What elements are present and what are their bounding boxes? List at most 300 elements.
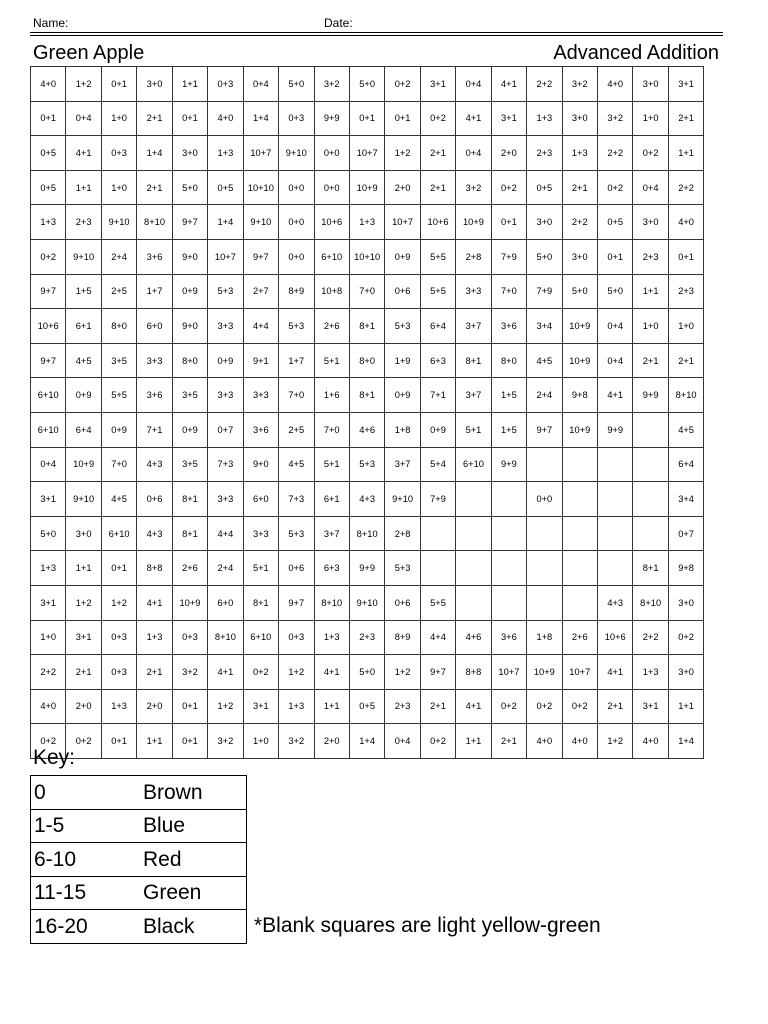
grid-cell[interactable]: 7+1 bbox=[137, 412, 172, 447]
grid-cell[interactable]: 0+0 bbox=[314, 136, 349, 171]
grid-cell[interactable]: 3+7 bbox=[456, 309, 491, 344]
grid-cell[interactable]: 4+1 bbox=[314, 655, 349, 690]
grid-cell[interactable]: 1+7 bbox=[137, 274, 172, 309]
grid-cell[interactable]: 10+6 bbox=[420, 205, 455, 240]
grid-cell[interactable]: 0+6 bbox=[137, 482, 172, 517]
grid-cell[interactable]: 0+1 bbox=[172, 689, 207, 724]
grid-cell[interactable]: 4+1 bbox=[137, 585, 172, 620]
grid-cell[interactable]: 2+1 bbox=[420, 136, 455, 171]
grid-cell[interactable]: 0+2 bbox=[633, 136, 668, 171]
grid-cell[interactable]: 1+5 bbox=[66, 274, 101, 309]
grid-cell[interactable]: 2+4 bbox=[527, 378, 562, 413]
grid-cell[interactable]: 4+3 bbox=[137, 447, 172, 482]
grid-cell[interactable]: 5+3 bbox=[385, 309, 420, 344]
grid-cell[interactable]: 1+5 bbox=[491, 412, 526, 447]
grid-cell[interactable]: 0+9 bbox=[420, 412, 455, 447]
grid-cell[interactable]: 1+1 bbox=[456, 724, 491, 759]
grid-cell[interactable]: 9+10 bbox=[279, 136, 314, 171]
grid-cell[interactable] bbox=[527, 447, 562, 482]
grid-cell[interactable]: 5+0 bbox=[598, 274, 633, 309]
grid-cell[interactable]: 8+9 bbox=[279, 274, 314, 309]
grid-cell[interactable]: 2+2 bbox=[527, 67, 562, 102]
grid-cell[interactable]: 9+7 bbox=[31, 343, 66, 378]
grid-cell[interactable]: 9+7 bbox=[172, 205, 207, 240]
grid-cell[interactable]: 5+5 bbox=[101, 378, 136, 413]
grid-cell[interactable]: 4+1 bbox=[66, 136, 101, 171]
grid-cell[interactable]: 1+3 bbox=[137, 620, 172, 655]
grid-cell[interactable]: 2+5 bbox=[101, 274, 136, 309]
grid-cell[interactable]: 7+3 bbox=[279, 482, 314, 517]
grid-cell[interactable] bbox=[598, 551, 633, 586]
grid-cell[interactable]: 1+0 bbox=[633, 101, 668, 136]
grid-cell[interactable]: 2+0 bbox=[385, 170, 420, 205]
grid-cell[interactable]: 0+4 bbox=[385, 724, 420, 759]
grid-cell[interactable]: 3+2 bbox=[208, 724, 243, 759]
grid-cell[interactable]: 8+0 bbox=[172, 343, 207, 378]
grid-cell[interactable]: 1+0 bbox=[633, 309, 668, 344]
grid-cell[interactable]: 10+9 bbox=[562, 343, 597, 378]
grid-cell[interactable]: 1+2 bbox=[385, 655, 420, 690]
grid-cell[interactable]: 7+0 bbox=[279, 378, 314, 413]
grid-cell[interactable]: 4+0 bbox=[208, 101, 243, 136]
grid-cell[interactable]: 9+0 bbox=[243, 447, 278, 482]
grid-cell[interactable]: 7+0 bbox=[101, 447, 136, 482]
grid-cell[interactable]: 5+3 bbox=[208, 274, 243, 309]
grid-cell[interactable]: 10+9 bbox=[349, 170, 384, 205]
grid-cell[interactable]: 0+7 bbox=[668, 516, 703, 551]
grid-cell[interactable] bbox=[456, 516, 491, 551]
grid-cell[interactable]: 0+2 bbox=[491, 170, 526, 205]
grid-cell[interactable]: 3+0 bbox=[527, 205, 562, 240]
grid-cell[interactable]: 0+4 bbox=[456, 136, 491, 171]
grid-cell[interactable]: 1+9 bbox=[385, 343, 420, 378]
grid-cell[interactable]: 8+10 bbox=[137, 205, 172, 240]
grid-cell[interactable]: 9+10 bbox=[101, 205, 136, 240]
grid-cell[interactable]: 8+1 bbox=[349, 378, 384, 413]
grid-cell[interactable]: 1+2 bbox=[279, 655, 314, 690]
grid-cell[interactable]: 10+9 bbox=[562, 309, 597, 344]
grid-cell[interactable]: 3+3 bbox=[208, 482, 243, 517]
grid-cell[interactable] bbox=[491, 585, 526, 620]
grid-cell[interactable]: 3+6 bbox=[491, 309, 526, 344]
grid-cell[interactable]: 3+1 bbox=[633, 689, 668, 724]
grid-cell[interactable]: 6+4 bbox=[668, 447, 703, 482]
grid-cell[interactable]: 5+1 bbox=[314, 343, 349, 378]
grid-cell[interactable]: 5+0 bbox=[172, 170, 207, 205]
grid-cell[interactable]: 0+5 bbox=[527, 170, 562, 205]
grid-cell[interactable]: 0+2 bbox=[243, 655, 278, 690]
grid-cell[interactable]: 1+2 bbox=[66, 585, 101, 620]
grid-cell[interactable]: 1+8 bbox=[527, 620, 562, 655]
grid-cell[interactable]: 6+10 bbox=[456, 447, 491, 482]
grid-cell[interactable]: 5+3 bbox=[279, 309, 314, 344]
grid-cell[interactable] bbox=[420, 516, 455, 551]
grid-cell[interactable]: 0+1 bbox=[598, 239, 633, 274]
grid-cell[interactable]: 0+4 bbox=[598, 343, 633, 378]
grid-cell[interactable]: 1+1 bbox=[66, 170, 101, 205]
grid-cell[interactable]: 6+3 bbox=[420, 343, 455, 378]
grid-cell[interactable]: 2+2 bbox=[31, 655, 66, 690]
grid-cell[interactable]: 2+1 bbox=[668, 343, 703, 378]
grid-cell[interactable] bbox=[562, 447, 597, 482]
grid-cell[interactable]: 10+8 bbox=[314, 274, 349, 309]
grid-cell[interactable]: 1+4 bbox=[668, 724, 703, 759]
grid-cell[interactable] bbox=[491, 551, 526, 586]
grid-cell[interactable]: 4+0 bbox=[527, 724, 562, 759]
grid-cell[interactable]: 1+0 bbox=[31, 620, 66, 655]
grid-cell[interactable]: 0+6 bbox=[385, 585, 420, 620]
grid-cell[interactable]: 10+6 bbox=[598, 620, 633, 655]
grid-cell[interactable]: 2+1 bbox=[137, 170, 172, 205]
grid-cell[interactable]: 6+10 bbox=[314, 239, 349, 274]
grid-cell[interactable]: 1+1 bbox=[668, 689, 703, 724]
grid-cell[interactable]: 9+7 bbox=[31, 274, 66, 309]
grid-cell[interactable]: 9+9 bbox=[598, 412, 633, 447]
grid-cell[interactable]: 0+1 bbox=[172, 101, 207, 136]
grid-cell[interactable] bbox=[633, 447, 668, 482]
grid-cell[interactable]: 8+0 bbox=[101, 309, 136, 344]
grid-cell[interactable]: 4+0 bbox=[598, 67, 633, 102]
grid-cell[interactable]: 10+9 bbox=[562, 412, 597, 447]
grid-cell[interactable]: 7+1 bbox=[420, 378, 455, 413]
grid-cell[interactable]: 0+2 bbox=[420, 101, 455, 136]
grid-cell[interactable]: 0+0 bbox=[527, 482, 562, 517]
grid-cell[interactable]: 4+1 bbox=[598, 655, 633, 690]
grid-cell[interactable]: 5+5 bbox=[420, 274, 455, 309]
grid-cell[interactable]: 1+3 bbox=[279, 689, 314, 724]
grid-cell[interactable]: 0+5 bbox=[598, 205, 633, 240]
grid-cell[interactable]: 3+1 bbox=[668, 67, 703, 102]
grid-cell[interactable]: 0+7 bbox=[208, 412, 243, 447]
grid-cell[interactable]: 9+9 bbox=[314, 101, 349, 136]
grid-cell[interactable]: 3+0 bbox=[633, 205, 668, 240]
grid-cell[interactable]: 8+1 bbox=[243, 585, 278, 620]
grid-cell[interactable]: 2+1 bbox=[137, 655, 172, 690]
grid-cell[interactable]: 5+1 bbox=[314, 447, 349, 482]
grid-cell[interactable] bbox=[598, 516, 633, 551]
grid-cell[interactable]: 9+7 bbox=[420, 655, 455, 690]
grid-cell[interactable]: 0+5 bbox=[208, 170, 243, 205]
grid-cell[interactable]: 3+3 bbox=[137, 343, 172, 378]
grid-cell[interactable]: 1+1 bbox=[137, 724, 172, 759]
grid-cell[interactable]: 3+6 bbox=[491, 620, 526, 655]
grid-cell[interactable]: 4+4 bbox=[208, 516, 243, 551]
grid-cell[interactable]: 9+9 bbox=[633, 378, 668, 413]
grid-cell[interactable]: 1+1 bbox=[314, 689, 349, 724]
grid-cell[interactable]: 1+0 bbox=[668, 309, 703, 344]
grid-cell[interactable]: 1+5 bbox=[491, 378, 526, 413]
grid-cell[interactable]: 9+9 bbox=[491, 447, 526, 482]
grid-cell[interactable]: 6+1 bbox=[66, 309, 101, 344]
grid-cell[interactable]: 6+4 bbox=[66, 412, 101, 447]
grid-cell[interactable]: 2+3 bbox=[349, 620, 384, 655]
grid-cell[interactable]: 0+5 bbox=[31, 170, 66, 205]
grid-cell[interactable]: 9+7 bbox=[279, 585, 314, 620]
grid-cell[interactable]: 2+0 bbox=[491, 136, 526, 171]
grid-cell[interactable]: 3+6 bbox=[137, 239, 172, 274]
grid-cell[interactable]: 2+1 bbox=[420, 689, 455, 724]
grid-cell[interactable]: 3+2 bbox=[314, 67, 349, 102]
grid-cell[interactable]: 6+0 bbox=[243, 482, 278, 517]
grid-cell[interactable]: 4+0 bbox=[633, 724, 668, 759]
grid-cell[interactable]: 0+4 bbox=[66, 101, 101, 136]
grid-cell[interactable]: 1+1 bbox=[66, 551, 101, 586]
grid-cell[interactable]: 0+9 bbox=[101, 412, 136, 447]
grid-cell[interactable] bbox=[456, 482, 491, 517]
grid-cell[interactable]: 3+2 bbox=[172, 655, 207, 690]
grid-cell[interactable]: 8+9 bbox=[385, 620, 420, 655]
grid-cell[interactable]: 2+6 bbox=[314, 309, 349, 344]
grid-cell[interactable]: 3+1 bbox=[31, 482, 66, 517]
grid-cell[interactable]: 1+1 bbox=[633, 274, 668, 309]
grid-cell[interactable]: 3+2 bbox=[456, 170, 491, 205]
grid-cell[interactable]: 2+3 bbox=[527, 136, 562, 171]
grid-cell[interactable]: 0+2 bbox=[491, 689, 526, 724]
grid-cell[interactable]: 4+0 bbox=[31, 689, 66, 724]
grid-cell[interactable]: 0+9 bbox=[385, 239, 420, 274]
grid-cell[interactable] bbox=[633, 516, 668, 551]
grid-cell[interactable]: 1+3 bbox=[31, 205, 66, 240]
grid-cell[interactable]: 0+9 bbox=[172, 274, 207, 309]
grid-cell[interactable]: 0+2 bbox=[420, 724, 455, 759]
grid-cell[interactable]: 8+10 bbox=[349, 516, 384, 551]
grid-cell[interactable]: 9+10 bbox=[66, 239, 101, 274]
grid-cell[interactable]: 8+0 bbox=[491, 343, 526, 378]
grid-cell[interactable]: 1+3 bbox=[208, 136, 243, 171]
grid-cell[interactable]: 0+1 bbox=[172, 724, 207, 759]
grid-cell[interactable]: 2+0 bbox=[66, 689, 101, 724]
grid-cell[interactable]: 4+0 bbox=[562, 724, 597, 759]
grid-cell[interactable]: 1+3 bbox=[633, 655, 668, 690]
grid-cell[interactable]: 0+5 bbox=[31, 136, 66, 171]
grid-cell[interactable] bbox=[420, 551, 455, 586]
grid-cell[interactable]: 10+7 bbox=[208, 239, 243, 274]
grid-cell[interactable]: 1+0 bbox=[243, 724, 278, 759]
grid-cell[interactable]: 1+3 bbox=[349, 205, 384, 240]
grid-cell[interactable]: 4+5 bbox=[527, 343, 562, 378]
grid-cell[interactable]: 0+4 bbox=[31, 447, 66, 482]
grid-cell[interactable]: 1+3 bbox=[527, 101, 562, 136]
grid-cell[interactable]: 2+6 bbox=[562, 620, 597, 655]
grid-cell[interactable]: 5+3 bbox=[279, 516, 314, 551]
grid-cell[interactable]: 0+1 bbox=[31, 101, 66, 136]
grid-cell[interactable] bbox=[633, 412, 668, 447]
grid-cell[interactable]: 0+2 bbox=[66, 724, 101, 759]
grid-cell[interactable]: 5+1 bbox=[243, 551, 278, 586]
grid-cell[interactable]: 5+5 bbox=[420, 585, 455, 620]
grid-cell[interactable]: 9+10 bbox=[243, 205, 278, 240]
grid-cell[interactable]: 0+5 bbox=[349, 689, 384, 724]
grid-cell[interactable]: 3+6 bbox=[243, 412, 278, 447]
grid-cell[interactable]: 1+7 bbox=[279, 343, 314, 378]
grid-cell[interactable]: 3+7 bbox=[456, 378, 491, 413]
grid-cell[interactable]: 2+8 bbox=[456, 239, 491, 274]
grid-cell[interactable]: 0+4 bbox=[633, 170, 668, 205]
grid-cell[interactable]: 5+0 bbox=[31, 516, 66, 551]
grid-cell[interactable]: 4+5 bbox=[101, 482, 136, 517]
grid-cell[interactable] bbox=[633, 482, 668, 517]
grid-cell[interactable]: 2+1 bbox=[420, 170, 455, 205]
grid-cell[interactable]: 0+2 bbox=[668, 620, 703, 655]
grid-cell[interactable]: 2+1 bbox=[491, 724, 526, 759]
grid-cell[interactable]: 8+1 bbox=[456, 343, 491, 378]
grid-cell[interactable]: 3+0 bbox=[633, 67, 668, 102]
grid-cell[interactable]: 2+1 bbox=[137, 101, 172, 136]
grid-cell[interactable]: 3+7 bbox=[385, 447, 420, 482]
grid-cell[interactable]: 10+6 bbox=[31, 309, 66, 344]
grid-cell[interactable]: 9+8 bbox=[668, 551, 703, 586]
grid-cell[interactable]: 5+0 bbox=[349, 67, 384, 102]
grid-cell[interactable]: 4+1 bbox=[598, 378, 633, 413]
grid-cell[interactable] bbox=[527, 585, 562, 620]
grid-cell[interactable] bbox=[562, 551, 597, 586]
grid-cell[interactable]: 0+6 bbox=[385, 274, 420, 309]
grid-cell[interactable]: 4+1 bbox=[208, 655, 243, 690]
grid-cell[interactable]: 3+3 bbox=[243, 378, 278, 413]
grid-cell[interactable]: 0+3 bbox=[101, 136, 136, 171]
grid-cell[interactable]: 0+3 bbox=[279, 620, 314, 655]
grid-cell[interactable]: 0+2 bbox=[31, 724, 66, 759]
grid-cell[interactable]: 3+3 bbox=[208, 378, 243, 413]
grid-cell[interactable]: 9+0 bbox=[172, 309, 207, 344]
grid-cell[interactable]: 8+10 bbox=[314, 585, 349, 620]
grid-cell[interactable]: 6+0 bbox=[208, 585, 243, 620]
grid-cell[interactable]: 10+7 bbox=[349, 136, 384, 171]
grid-cell[interactable]: 7+0 bbox=[349, 274, 384, 309]
grid-cell[interactable] bbox=[562, 516, 597, 551]
grid-cell[interactable]: 5+5 bbox=[420, 239, 455, 274]
grid-cell[interactable]: 10+10 bbox=[243, 170, 278, 205]
grid-cell[interactable]: 0+3 bbox=[101, 620, 136, 655]
grid-cell[interactable]: 9+7 bbox=[243, 239, 278, 274]
grid-cell[interactable]: 5+0 bbox=[349, 655, 384, 690]
grid-cell[interactable]: 5+3 bbox=[385, 551, 420, 586]
grid-cell[interactable]: 2+2 bbox=[668, 170, 703, 205]
grid-cell[interactable]: 9+9 bbox=[349, 551, 384, 586]
grid-cell[interactable]: 6+10 bbox=[31, 378, 66, 413]
grid-cell[interactable]: 0+9 bbox=[208, 343, 243, 378]
grid-cell[interactable]: 3+1 bbox=[491, 101, 526, 136]
grid-cell[interactable]: 5+0 bbox=[279, 67, 314, 102]
grid-cell[interactable] bbox=[491, 516, 526, 551]
grid-cell[interactable]: 3+0 bbox=[172, 136, 207, 171]
grid-cell[interactable]: 1+2 bbox=[66, 67, 101, 102]
grid-cell[interactable]: 4+6 bbox=[349, 412, 384, 447]
grid-cell[interactable]: 3+0 bbox=[668, 585, 703, 620]
grid-cell[interactable]: 3+6 bbox=[137, 378, 172, 413]
grid-cell[interactable]: 6+10 bbox=[31, 412, 66, 447]
grid-cell[interactable] bbox=[456, 585, 491, 620]
grid-cell[interactable]: 3+5 bbox=[101, 343, 136, 378]
grid-cell[interactable]: 0+1 bbox=[668, 239, 703, 274]
grid-cell[interactable]: 8+1 bbox=[633, 551, 668, 586]
grid-cell[interactable]: 3+0 bbox=[668, 655, 703, 690]
grid-cell[interactable]: 1+3 bbox=[562, 136, 597, 171]
grid-cell[interactable]: 0+4 bbox=[243, 67, 278, 102]
grid-cell[interactable]: 7+0 bbox=[314, 412, 349, 447]
grid-cell[interactable]: 9+8 bbox=[562, 378, 597, 413]
grid-cell[interactable]: 3+1 bbox=[66, 620, 101, 655]
grid-cell[interactable] bbox=[456, 551, 491, 586]
grid-cell[interactable]: 4+3 bbox=[598, 585, 633, 620]
grid-cell[interactable]: 6+10 bbox=[243, 620, 278, 655]
grid-cell[interactable]: 7+0 bbox=[491, 274, 526, 309]
grid-cell[interactable]: 1+2 bbox=[385, 136, 420, 171]
grid-cell[interactable]: 0+2 bbox=[562, 689, 597, 724]
grid-cell[interactable]: 1+4 bbox=[243, 101, 278, 136]
grid-cell[interactable]: 2+4 bbox=[208, 551, 243, 586]
grid-cell[interactable]: 7+3 bbox=[208, 447, 243, 482]
grid-cell[interactable]: 8+10 bbox=[633, 585, 668, 620]
grid-cell[interactable]: 1+2 bbox=[598, 724, 633, 759]
grid-cell[interactable]: 1+3 bbox=[31, 551, 66, 586]
grid-cell[interactable]: 2+3 bbox=[668, 274, 703, 309]
grid-cell[interactable]: 3+3 bbox=[208, 309, 243, 344]
grid-cell[interactable]: 8+8 bbox=[456, 655, 491, 690]
grid-cell[interactable]: 10+7 bbox=[243, 136, 278, 171]
grid-cell[interactable]: 5+0 bbox=[562, 274, 597, 309]
grid-cell[interactable]: 1+6 bbox=[314, 378, 349, 413]
grid-cell[interactable]: 10+7 bbox=[491, 655, 526, 690]
grid-cell[interactable]: 6+1 bbox=[314, 482, 349, 517]
grid-cell[interactable]: 10+7 bbox=[562, 655, 597, 690]
grid-cell[interactable]: 2+8 bbox=[385, 516, 420, 551]
grid-cell[interactable]: 2+7 bbox=[243, 274, 278, 309]
grid-cell[interactable]: 0+3 bbox=[172, 620, 207, 655]
grid-cell[interactable]: 3+4 bbox=[668, 482, 703, 517]
grid-cell[interactable] bbox=[598, 447, 633, 482]
grid-cell[interactable]: 1+3 bbox=[101, 689, 136, 724]
grid-cell[interactable]: 4+4 bbox=[420, 620, 455, 655]
grid-cell[interactable]: 3+4 bbox=[527, 309, 562, 344]
grid-cell[interactable]: 2+0 bbox=[137, 689, 172, 724]
grid-cell[interactable]: 0+0 bbox=[279, 205, 314, 240]
grid-cell[interactable]: 9+10 bbox=[349, 585, 384, 620]
grid-cell[interactable] bbox=[562, 585, 597, 620]
grid-cell[interactable]: 9+1 bbox=[243, 343, 278, 378]
grid-cell[interactable]: 1+4 bbox=[349, 724, 384, 759]
grid-cell[interactable]: 5+0 bbox=[527, 239, 562, 274]
grid-cell[interactable]: 1+4 bbox=[208, 205, 243, 240]
grid-cell[interactable]: 7+9 bbox=[420, 482, 455, 517]
grid-cell[interactable]: 3+0 bbox=[562, 101, 597, 136]
grid-cell[interactable] bbox=[598, 482, 633, 517]
grid-cell[interactable]: 4+3 bbox=[349, 482, 384, 517]
grid-cell[interactable]: 10+9 bbox=[527, 655, 562, 690]
grid-cell[interactable]: 2+2 bbox=[633, 620, 668, 655]
grid-cell[interactable] bbox=[527, 551, 562, 586]
grid-cell[interactable]: 0+9 bbox=[385, 378, 420, 413]
grid-cell[interactable]: 6+10 bbox=[101, 516, 136, 551]
grid-cell[interactable]: 3+3 bbox=[243, 516, 278, 551]
grid-cell[interactable]: 1+2 bbox=[208, 689, 243, 724]
grid-cell[interactable]: 0+3 bbox=[208, 67, 243, 102]
grid-cell[interactable]: 4+0 bbox=[31, 67, 66, 102]
grid-cell[interactable]: 4+0 bbox=[668, 205, 703, 240]
grid-cell[interactable]: 8+8 bbox=[137, 551, 172, 586]
grid-cell[interactable]: 2+4 bbox=[101, 239, 136, 274]
grid-cell[interactable]: 3+1 bbox=[243, 689, 278, 724]
grid-cell[interactable]: 0+6 bbox=[279, 551, 314, 586]
grid-cell[interactable]: 0+0 bbox=[279, 239, 314, 274]
grid-cell[interactable]: 8+10 bbox=[668, 378, 703, 413]
grid-cell[interactable]: 3+3 bbox=[456, 274, 491, 309]
grid-cell[interactable]: 10+9 bbox=[456, 205, 491, 240]
grid-cell[interactable]: 2+3 bbox=[633, 239, 668, 274]
grid-cell[interactable]: 0+1 bbox=[491, 205, 526, 240]
grid-cell[interactable]: 0+3 bbox=[101, 655, 136, 690]
grid-cell[interactable]: 6+0 bbox=[137, 309, 172, 344]
